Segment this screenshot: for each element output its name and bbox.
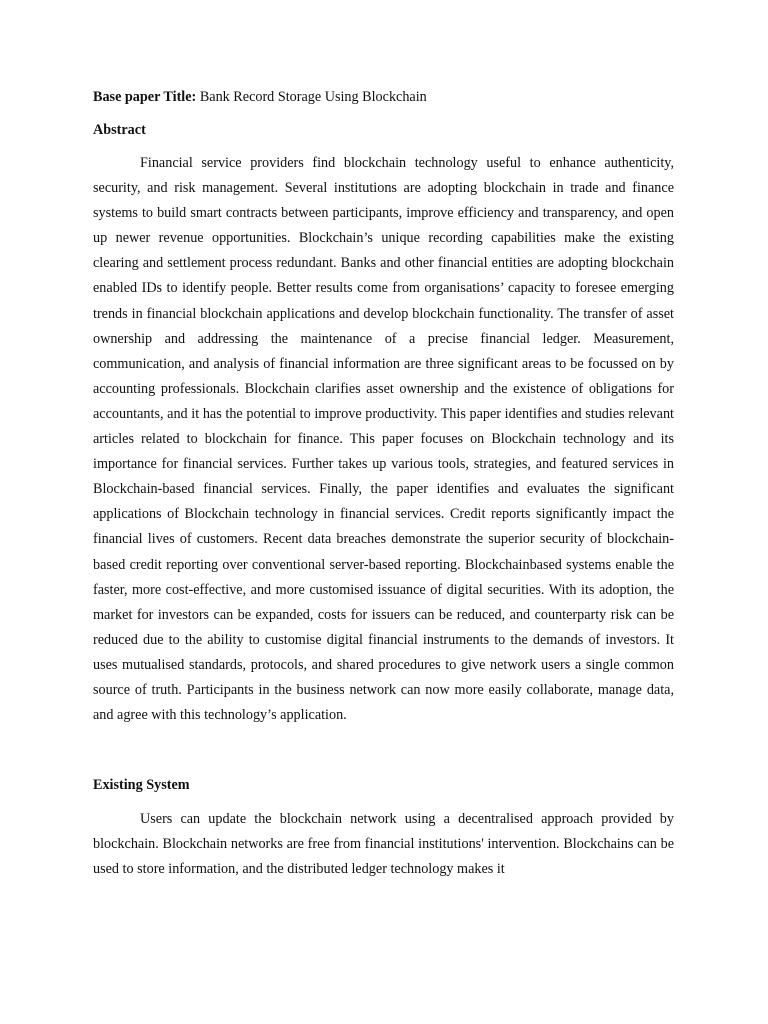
base-paper-title-text: Bank Record Storage Using Blockchain [196,89,427,105]
base-paper-title-label: Base paper Title: [93,89,197,105]
existing-system-paragraph: Users can update the blockchain network using a decentralised approach provided by blockchain. Blockchain networks are free from financial institutions' intervention. Blockchains can be used to store information, and the distributed ledger technology makes it [93,811,674,878]
abstract-heading: Abstract [93,122,146,138]
base-paper-title [93,86,674,108]
existing-system-heading: Existing System [93,777,190,794]
document-body [93,86,674,882]
abstract-paragraph: Financial service providers find blockchain technology useful to enhance authenticity, security, and risk management. Several institutions are adopting blockchain in trade and finance systems to build smart contracts between participants, improve efficiency and transparency, and open up newer revenue opportunities. Blockchain’s unique recording capabilities make the existing clearing and settlement process redundant. Banks and other financial entities are adopting blockchain enabled IDs to identify people. Better results come from organisations’ capacity to foresee emerging trends in financial blockchain applications and develop blockchain functionality. The transfer of asset ownership and addressing the maintenance of a precise financial ledger. Measurement, communication, and analysis of financial information are three significant areas to be focussed on by accounting professionals. Blockchain clarifies asset ownership and the existence of obligations for accountants, and it has the potential to improve productivity. This paper identifies and studies relevant articles related to blockchain for finance. This paper focuses on Blockchain technology and its importance for financial services. Further takes up various tools, strategies, and featured services in Blockchain-based financial services. Finally, the paper identifies and evaluates the significant applications of Blockchain technology in financial services. Credit reports significantly impact the financial lives of customers. Recent data breaches demonstrate the superior security of blockchain-based credit reporting over conventional server-based reporting. Blockchainbased systems enable the faster, more cost-effective, and more customised issuance of digital securities. With its adoption, the market for investors can be expanded, costs for issuers can be reduced, and counterparty risk can be reduced due to the ability to customise digital financial instruments to the demands of investors. It uses mutualised standards, protocols, and shared procedures to give network users a single common source of truth. Participants in the business network can now more easily collaborate, manage data, and agree with this technology’s application. [93,155,674,724]
